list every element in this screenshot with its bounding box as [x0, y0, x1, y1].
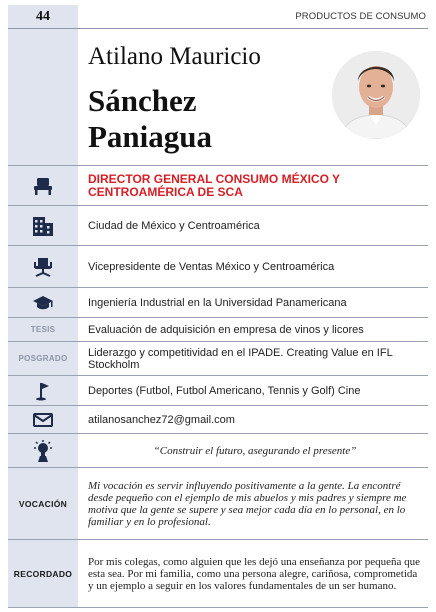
graduation-cap-icon: [8, 288, 78, 317]
chair-icon: [8, 166, 78, 205]
golf-flag-icon: [8, 376, 78, 405]
position-row: [8, 165, 428, 205]
envelope-icon: [8, 406, 78, 433]
remembered-label: RECORDADO: [13, 568, 73, 579]
remembered-text: Por mis colegas, como alguien que les dejó una enseñanza por pequeña que esta sea. Por mi familia, como una persona alegre, cariñosa, comprometida y un ejemplo a seguir en los valores fundamentales de un ser humano.: [88, 555, 421, 592]
motto-row: [8, 433, 428, 467]
education-text: Ingeniería Industrial en la Universidad Panamericana: [88, 296, 347, 309]
postgrad-row: [8, 341, 428, 375]
profile-photo: [332, 51, 420, 139]
location-row: [8, 205, 428, 245]
page-header: [8, 5, 428, 29]
vocation-label: VOCACIÓN: [18, 498, 68, 509]
previous-position-row: [8, 245, 428, 287]
vocation-row: [8, 467, 428, 539]
thesis-row: [8, 317, 428, 341]
postgrad-text: Liderazgo y competitividad en el IPADE. Creating Value en IFL Stockholm: [88, 346, 393, 371]
section-title: PRODUCTOS DE CONSUMO: [295, 11, 426, 22]
last-name-2: Paniagua: [88, 119, 213, 154]
previous-position-text: Vicepresidente de Ventas México y Centroamérica: [88, 260, 335, 273]
office-chair-icon: [8, 246, 78, 287]
building-icon: [8, 206, 78, 245]
education-row: [8, 287, 428, 317]
bottom-divider: [8, 607, 428, 608]
postgrad-label: POSGRADO: [18, 354, 68, 363]
email-row: [8, 405, 428, 433]
thesis-label: TESIS: [30, 325, 56, 334]
page-number: 44: [36, 9, 50, 24]
hobbies-text: Deportes (Futbol, Futbol Americano, Tennis y Golf) Cine: [88, 384, 361, 397]
profile-page: [8, 5, 428, 608]
motto-text: “Construir el futuro, asegurando el presente”: [153, 444, 357, 457]
first-name: Atilano Mauricio: [88, 43, 261, 70]
lightbulb-hand-icon: [8, 434, 78, 467]
email-text[interactable]: atilanosanchez72@gmail.com: [88, 413, 235, 426]
job-title: DIRECTOR GENERAL CONSUMO MÉXICO Y CENTROAMÉRICA DE SCA: [88, 171, 340, 199]
hobbies-row: [8, 375, 428, 405]
remembered-row: [8, 539, 428, 607]
thesis-text: Evaluación de adquisición en empresa de vinos y licores: [88, 323, 364, 336]
vocation-text: Mi vocación es servir influyendo positivamente a la gente. La encontré desde pequeño con el ejemplo de mis abuelos y mis padres y siempre me motiva que la gente se supere y sea mejor cada día en lo personal, en lo familiar y en lo profesional.: [88, 479, 407, 528]
last-name-1: Sánchez: [88, 83, 197, 118]
location-text: Ciudad de México y Centroamérica: [88, 219, 260, 232]
